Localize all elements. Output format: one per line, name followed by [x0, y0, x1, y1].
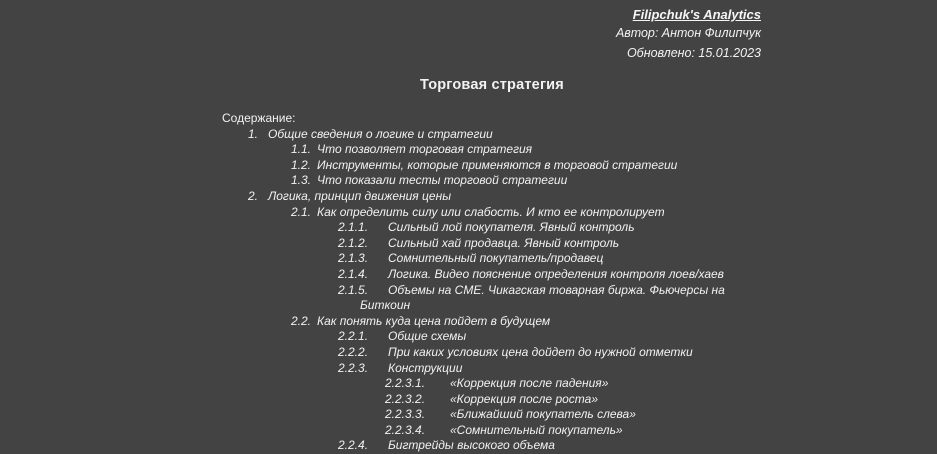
- toc-entry-number: 2.2.: [291, 313, 312, 328]
- toc-entry-number: 2.2.3.2.: [385, 391, 426, 406]
- toc-entry: [222, 283, 862, 299]
- toc-entry-number: 2.1.: [291, 204, 312, 219]
- toc-entry: [222, 314, 862, 330]
- toc-entry-text: Бигтрейды высокого объема: [388, 438, 555, 453]
- toc-entry-text: Что показали тесты торговой стратегии: [317, 173, 568, 188]
- toc-entry: [222, 407, 862, 423]
- toc-entry-number: 1.1.: [291, 142, 312, 157]
- toc-entry-text: При каких условиях цена дойдет до нужной отметки: [388, 344, 693, 359]
- page-title: Торговая стратегия: [420, 77, 564, 93]
- toc-entry-number: 2.: [248, 188, 259, 203]
- toc-entry-text: Как понять куда цена пойдет в будущем: [317, 313, 551, 328]
- toc-entry-text: Логика. Видео пояснение определения контроля лоев/хаев: [388, 266, 724, 281]
- toc-entry: [222, 251, 862, 267]
- toc-entry: [222, 423, 862, 439]
- toc-entry: [222, 345, 862, 361]
- toc-entry-number: 2.1.4.: [338, 266, 369, 281]
- toc-entry: [222, 392, 862, 408]
- toc-entry-number: 2.1.5.: [338, 282, 369, 297]
- author-line: Автор: Антон Филипчук: [615, 26, 761, 41]
- toc-entry-number: 2.2.3.4.: [385, 422, 426, 437]
- toc-entry-text: «Коррекция после роста»: [450, 391, 598, 406]
- toc-entry-text: Конструкции: [388, 360, 463, 375]
- toc-entry: [222, 173, 862, 189]
- document-header-block: [616, 5, 761, 63]
- toc-entry: [222, 236, 862, 252]
- toc-entry-text: Сильный хай продавца. Явный контроль: [388, 235, 620, 250]
- toc-entry: [222, 220, 862, 236]
- toc-entry: [222, 329, 862, 345]
- toc-entry: [222, 158, 862, 174]
- toc-entry-number: 2.2.3.1.: [385, 376, 426, 391]
- toc-entry: [222, 376, 862, 392]
- toc-entry-number: 1.2.: [291, 157, 312, 172]
- toc-entry-text: «Коррекция после падения»: [450, 376, 609, 391]
- toc-entry: [222, 142, 862, 158]
- toc-entry-text: «Ближайший покупатель слева»: [450, 407, 636, 422]
- toc-entry-text: «Сомнительный покупатель»: [450, 422, 623, 437]
- toc-entry: [222, 189, 862, 205]
- toc-entry-number: 1.: [248, 126, 259, 141]
- toc-entry-text: Инструменты, которые применяются в торговой стратегии: [317, 157, 678, 172]
- toc-entry-text: Объемы на CME. Чикагская товарная биржа. Фьючерсы на: [388, 282, 725, 297]
- brand-link[interactable]: Filipchuk's Analytics: [632, 7, 761, 22]
- toc-entry-number: 2.1.3.: [338, 251, 369, 266]
- toc-entry-text: Общие схемы: [388, 329, 467, 344]
- toc-entry-text: Сомнительный покупатель/продавец: [388, 251, 604, 266]
- toc-entry-number: 2.2.1.: [338, 329, 369, 344]
- toc-entry-number: 2.2.2.: [338, 344, 369, 359]
- toc-entry-number: 2.1.2.: [338, 235, 369, 250]
- table-of-contents: [222, 111, 862, 454]
- toc-entry: [222, 267, 862, 283]
- toc-entry-text: Что позволяет торговая стратегия: [317, 142, 533, 157]
- toc-entry-number: 2.2.3.: [338, 360, 369, 375]
- updated-line: Обновлено: 15.01.2023: [626, 45, 761, 60]
- toc-entry-number: 2.1.1.: [338, 220, 369, 235]
- toc-entry: [222, 127, 862, 143]
- toc-entry: [222, 361, 862, 377]
- toc-entry-clipped: [222, 438, 862, 454]
- toc-entry-text: Логика, принцип движения цены: [268, 188, 452, 203]
- toc-entry: [222, 205, 862, 221]
- contents-label: Содержание:: [222, 111, 296, 125]
- toc-entry-number: 1.3.: [291, 173, 312, 188]
- toc-entry-text: Сильный лой покупателя. Явный контроль: [388, 220, 635, 235]
- toc-entry-text: Биткоин: [360, 298, 411, 313]
- toc-entry-text: Как определить силу или слабость. И кто ее контролирует: [317, 204, 665, 219]
- toc-entry-number: 2.2.3.3.: [385, 407, 426, 422]
- toc-entry-number: 2.2.4.: [338, 438, 369, 453]
- toc-entry-continuation: [222, 298, 862, 314]
- toc-entry-text: Общие сведения о логике и стратегии: [268, 126, 493, 141]
